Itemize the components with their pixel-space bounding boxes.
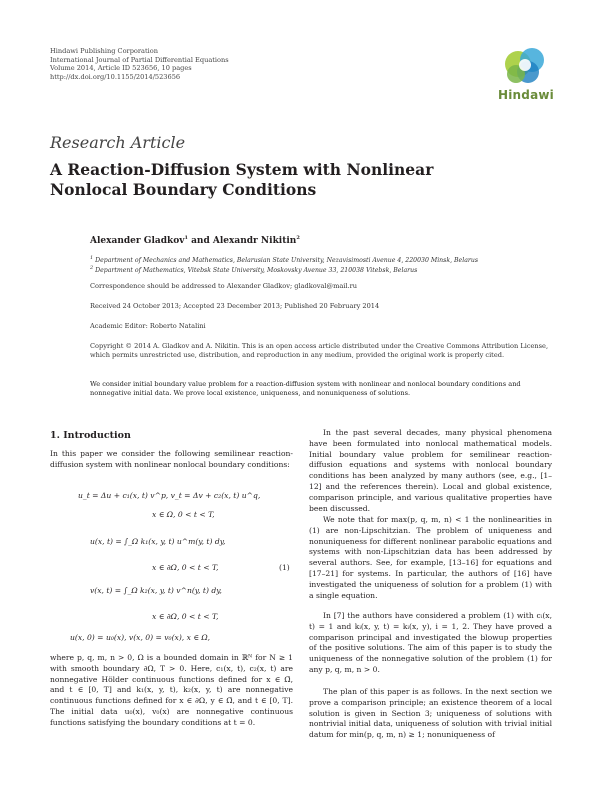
section-heading: 1. Introduction <box>50 430 131 441</box>
publisher: Hindawi Publishing Corporation <box>50 47 158 55</box>
abstract: We consider initial boundary value problem for a reaction-diffusion system with nonlinear and nonlocal boundary conditions and nonnegative initial data. We prove local existence, uniqueness, and nonuniqueness of solutions. <box>90 380 521 398</box>
doi-link[interactable]: http://dx.doi.org/10.1155/2014/523656 <box>50 72 181 81</box>
right-paragraph-1: In the past several decades, many physical phenomena have been formulated into nonlocal mathematical models. Initial boundary value problem for semilinear reaction-diffusion equations and systems with nonlocal boundary conditions has been analyzed by many authors (see, e.g., [1–12] and the references therein). Local and global existence, comparison principle, and various qualitative properties have been discussed. <box>309 428 552 513</box>
equation-line-5: v(x, t) = ∫_Ω k₂(x, y, t) v^n(y, t) dy, <box>90 586 222 595</box>
equation-number: (1) <box>279 563 290 572</box>
dates: Received 24 October 2013; Accepted 23 December 2013; Published 20 February 2014 <box>90 302 380 310</box>
intro-paragraph: In this paper we consider the following semilinear reaction-diffusion system with nonlinear nonlocal boundary conditions: <box>50 449 293 469</box>
right-paragraph-4: The plan of this paper is as follows. In the next section we prove a comparison principle; an existence theorem of a local solution is given in Section 3; uniqueness of solutions with nontrivial initial data, uniqueness of solution with trivial initial datum for min(p, q, m, n) ≥ 1; nonuniqueness of <box>309 687 552 740</box>
equation-line-4: x ∈ ∂Ω, 0 < t < T, <box>152 563 219 572</box>
journal-header <box>50 47 229 81</box>
editor: Academic Editor: Roberto Natalini <box>90 322 206 330</box>
article-type: Research Article <box>50 133 186 152</box>
equation-line-1: u_t = Δu + c₁(x, t) v^p, v_t = Δv + c₂(x, t) u^q, <box>78 491 261 500</box>
author-and: and <box>187 236 213 246</box>
after-equation-paragraph: where p, q, m, n > 0, Ω is a bounded domain in ℝᴺ for N ≥ 1 with smooth boundary ∂Ω, T > 0. Here, c₁(x, t), c₂(x, t) are nonnegative Hölder continuous functions defined for x ∈ Ω̄, and t ∈ [0, T] and k₁(x, y, t), k₂(x, y, t) are nonnegative continuous functions defined for x ∈ ∂Ω, y ∈ Ω̄, and t ∈ [0, T]. The initial data u₀(x), v₀(x) are nonnegative continuous functions satisfying the boundary conditions at t = 0. <box>50 653 293 727</box>
logo-text: Hindawi <box>498 88 554 102</box>
author-list <box>90 235 300 246</box>
equation-line-6: x ∈ ∂Ω, 0 < t < T, <box>152 612 219 621</box>
equation-line-2: x ∈ Ω, 0 < t < T, <box>152 510 215 519</box>
copyright: Copyright © 2014 A. Gladkov and A. Nikitin. This is an open access article distributed under the Creative Commons Attribution License, which permits unrestricted use, distribution, and reproduction in any medium, provided the original work is properly cited. <box>90 342 549 360</box>
volume-info: Volume 2014, Article ID 523656, 10 pages <box>50 64 192 73</box>
journal-name: International Journal of Partial Differential Equations <box>50 55 229 64</box>
author-1[interactable]: Alexander Gladkov <box>90 236 185 246</box>
affiliation-2: $^2$ Department of Mathematics, Vitebsk State University, Moskovsky Avenue 33, 210038 Vitebsk, Belarus <box>90 265 418 275</box>
equation-line-3: u(x, t) = ∫_Ω k₁(x, y, t) u^m(y, t) dy, <box>90 537 226 546</box>
right-paragraph-3: In [7] the authors have considered a problem (1) with cᵢ(x, t) = 1 and kᵢ(x, y, t) = kᵢ(x, y), i = 1, 2. They have proved a comparison principal and investigated the blowup properties of the positive solutions. The aim of this paper is to study the uniqueness of the nonnegative solution of the problem (1) for any p, q, m, n > 0. <box>309 611 552 674</box>
author-2-sup: 2 <box>296 235 300 241</box>
equation-line-7: u(x, 0) = u₀(x), v(x, 0) = v₀(x), x ∈ Ω, <box>70 633 211 642</box>
author-2[interactable]: Alexandr Nikitin <box>212 236 297 246</box>
correspondence: Correspondence should be addressed to Alexander Gladkov; gladkoval@mail.ru <box>90 282 358 290</box>
paper-title: A Reaction-Diffusion System with Nonlinear Nonlocal Boundary Conditions <box>50 160 434 199</box>
affiliation-1: $^1$ Department of Mechanics and Mathematics, Belarusian State University, Nezavisimosti Avenue 4, 220030 Minsk, Belarus <box>90 255 479 265</box>
right-paragraph-2: We note that for max(p, q, m, n) < 1 the nonlinearities in (1) are non-Lipschitzian. The problem of uniqueness and nonuniqueness for different nonlinear parabolic equations and systems with non-Lipschitzian data has been addressed by several authors. See, for example, [13–16] for equations and [17–21] for systems. In particular, the authors of [16] have investigated the uniqueness of solution for a problem (1) with a single equation. <box>309 515 552 600</box>
author-1-sup: 1 <box>184 235 188 241</box>
